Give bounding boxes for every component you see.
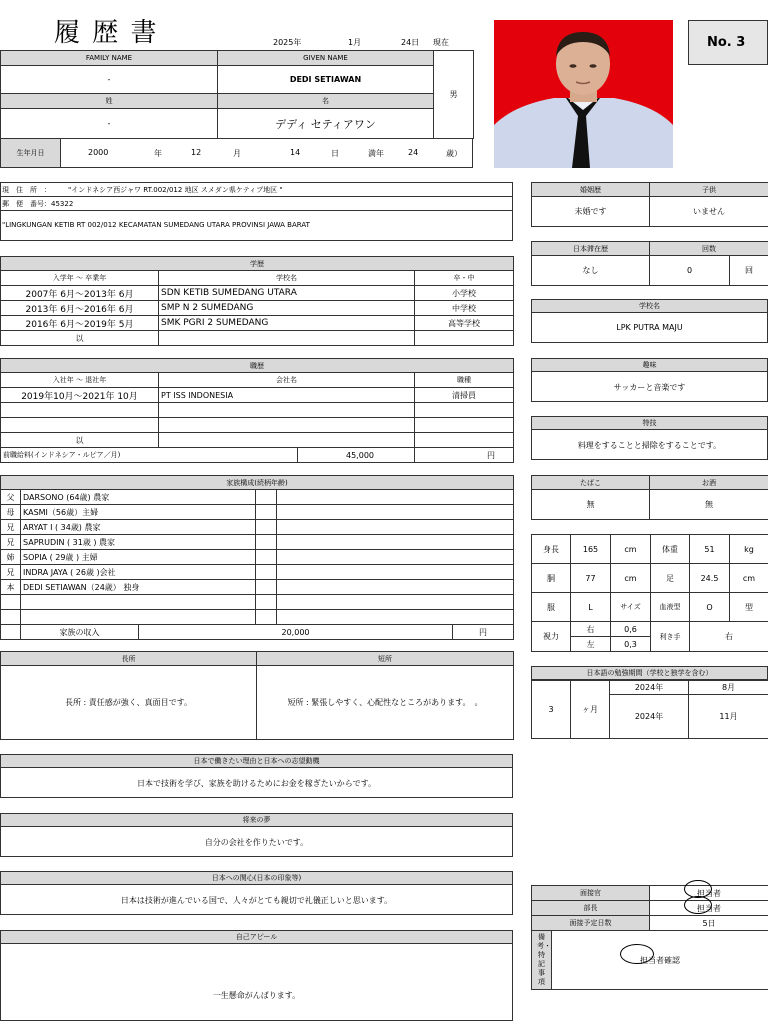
height-value: 165 <box>571 535 611 564</box>
table-row <box>1 316 514 331</box>
skill-header: 特技 <box>531 416 768 430</box>
vision-left-label: 左 <box>571 637 611 652</box>
japan-stay-table <box>531 241 768 286</box>
address-line3: "LINGKUNGAN KETIB RT 002/012 KECAMATAN SUMEDANG UTARA PROVINSI JAWA BARAT <box>2 221 310 229</box>
family-member: DEDI SETIAWAN（24歳） 独身 <box>21 580 256 595</box>
remark-value: 担当者確認 <box>552 931 768 990</box>
family-member: INDRA JAYA ( 26歳 )会社 <box>21 565 256 580</box>
weakness-text: 短所 : 緊張しやすく、心配性なところがあります。 。 <box>257 666 514 740</box>
education-status: 小学校 <box>415 286 514 301</box>
selfpr-header: 自己アピール <box>0 930 513 944</box>
birth-month: 12 <box>191 148 202 157</box>
kana-family-label: 姓 <box>1 94 218 109</box>
japanese-start-month: 8月 <box>689 681 768 695</box>
education-period: 2007年 6月～2013年 6月 <box>1 286 159 301</box>
strength-table <box>0 651 514 740</box>
japan-stay-label: 日本滞在歴 <box>532 242 650 256</box>
kana-given-label: 名 <box>218 94 434 109</box>
page-title: 履 歴 書 <box>54 18 159 48</box>
dominant-label: 利き手 <box>651 622 690 652</box>
school-header: 学校名 <box>531 299 768 313</box>
given-name-label: GIVEN NAME <box>218 51 434 66</box>
education-status: 高等学校 <box>415 316 514 331</box>
family-member: KASMI（56歳）主婦 <box>21 505 256 520</box>
school-value: LPK PUTRA MAJU <box>616 323 683 332</box>
education-period: 2013年 6月～2016年 6月 <box>1 301 159 316</box>
education-table <box>0 256 514 346</box>
list-item: 兄 SAPRUDIN ( 31歳 ) 農家 <box>1 535 514 550</box>
age-label: 満年 <box>368 149 384 158</box>
remark-label: 備考・特記事項 <box>532 931 552 990</box>
stamp-circle-3 <box>620 944 654 964</box>
education-school: SMP N 2 SUMEDANG <box>159 301 415 316</box>
dominant-value: 右 <box>690 622 768 652</box>
table-row <box>1 286 514 301</box>
count-value: 0 <box>650 256 730 286</box>
family-member: ARYAT I ( 34歳) 農家 <box>21 520 256 535</box>
list-item: 兄 ARYAT I ( 34歳) 農家 <box>1 520 514 535</box>
education-school: SMK PGRI 2 SUMEDANG <box>159 316 415 331</box>
size-unit: サイズ <box>611 593 651 622</box>
birth-year-unit: 年 <box>154 149 162 158</box>
height-unit: cm <box>611 535 651 564</box>
family-income-unit: 円 <box>453 625 514 640</box>
postal-code: 郵 便 番号：45322 <box>2 200 74 208</box>
japanese-months: 3 <box>532 681 571 739</box>
size-value: L <box>571 593 611 622</box>
japanese-end-month: 11月 <box>689 695 768 739</box>
alcohol-label: お酒 <box>650 476 768 490</box>
family-member: SAPRUDIN ( 31歳 ) 農家 <box>21 535 256 550</box>
birth-day: 14 <box>290 148 301 157</box>
education-period: 2016年 6月～2019年 5月 <box>1 316 159 331</box>
vision-left-value: 0,3 <box>611 637 651 652</box>
vision-table <box>531 621 768 652</box>
approval-table <box>531 885 768 990</box>
waist-value: 77 <box>571 564 611 593</box>
list-item: 兄 INDRA JAYA ( 26歳 )会社 <box>1 565 514 580</box>
person-silhouette-icon <box>494 20 673 168</box>
gender-value: 男 <box>434 51 474 139</box>
foot-unit: cm <box>730 564 768 593</box>
smoke-value: 無 <box>532 490 650 520</box>
table-row <box>1 388 514 403</box>
height-label: 身長 <box>532 535 571 564</box>
date-month: 1月 <box>348 38 362 47</box>
table-row <box>1 301 514 316</box>
waist-label: 胴 <box>532 564 571 593</box>
approval-row1-value: 担当者 <box>650 886 768 901</box>
list-item: 母 KASMI（56歳）主婦 <box>1 505 514 520</box>
applicant-photo <box>494 20 673 168</box>
blood-label: 血液型 <box>651 593 690 622</box>
weakness-header: 短所 <box>257 652 514 666</box>
japanese-end-year: 2024年 <box>610 695 689 739</box>
habit-table <box>531 475 768 520</box>
blood-unit: 型 <box>730 593 768 622</box>
birth-label: 生年月日 <box>0 138 61 168</box>
list-item: 本 DEDI SETIAWAN（24歳） 独身 <box>1 580 514 595</box>
waist-unit: cm <box>611 564 651 593</box>
work-header: 職歴 <box>1 359 514 373</box>
family-header: 家族構成(続柄年齢) <box>1 476 514 490</box>
work-job: 清掃員 <box>415 388 514 403</box>
family-income-label: 家族の収入 <box>21 625 139 640</box>
birth-month-unit: 月 <box>233 149 241 158</box>
family-name-label: FAMILY NAME <box>1 51 218 66</box>
marital-value: 未婚です <box>532 197 650 227</box>
birth-day-unit: 日 <box>331 149 339 158</box>
blood-value: O <box>690 593 730 622</box>
education-col-school: 学校名 <box>159 271 415 286</box>
weight-label: 体重 <box>651 535 690 564</box>
family-income-value: 20,000 <box>139 625 453 640</box>
number-label: No. 3 <box>707 35 746 50</box>
kana-given-value: デディ セティアワン <box>218 109 434 139</box>
address-line1-prefix: 現 住 所 ： <box>2 186 51 194</box>
japanese-table <box>531 680 768 739</box>
strength-text: 長所 : 責任感が強く、真面目です。 <box>1 666 257 740</box>
education-header: 学歴 <box>1 257 514 271</box>
salary-label: 前職給料(インドネシア・ルピア／月) <box>1 448 298 463</box>
selfpr-text: 一生懸命がんばります。 <box>212 991 301 1000</box>
work-col-company: 会社名 <box>159 373 415 388</box>
japanese-months-unit: ヶ月 <box>571 681 610 739</box>
work-company: PT ISS INDONESIA <box>159 388 415 403</box>
smoke-label: たばこ <box>532 476 650 490</box>
approval-row3-value: 5日 <box>650 916 768 931</box>
salary-unit: 円 <box>415 448 514 463</box>
motivation-text: 日本で技術を学び、家族を助けるためにお金を稼ぎたいからです。 <box>137 779 376 788</box>
vision-label: 視力 <box>532 622 571 652</box>
marital-table <box>531 182 768 227</box>
japanese-start-year: 2024年 <box>610 681 689 695</box>
marital-label: 婚姻歴 <box>532 183 650 197</box>
size-label: 服 <box>532 593 571 622</box>
stamp-circle-2 <box>684 896 712 914</box>
work-end-mark: 以 <box>1 433 159 448</box>
family-name-value: - <box>1 66 218 94</box>
education-end-mark: 以 <box>1 331 159 346</box>
date-year: 2025年 <box>273 38 302 47</box>
approval-row1-label: 面接官 <box>532 886 650 901</box>
plan-text: 自分の会社を作りたいです。 <box>204 838 309 847</box>
approval-row2-label: 部長 <box>532 901 650 916</box>
strength-header: 長所 <box>1 652 257 666</box>
japanese-header: 日本語の勉強期間（学校と独学を含む） <box>531 666 768 680</box>
work-col-job: 職種 <box>415 373 514 388</box>
salary-value: 45,000 <box>298 448 415 463</box>
education-school: SDN KETIB SUMEDANG UTARA <box>159 286 415 301</box>
birth-year: 2000 <box>88 148 109 157</box>
work-period: 2019年10月～2021年 10月 <box>1 388 159 403</box>
address-line1: "インドネシア西ジャワ RT.002/012 地区 スメダン県ケティブ地区 " <box>68 186 283 194</box>
plan-header: 将来の夢 <box>0 813 513 827</box>
date-day: 24日 <box>401 38 420 47</box>
family-member: DARSONO (64歳) 農家 <box>21 490 256 505</box>
foot-value: 24.5 <box>690 564 730 593</box>
japan-stay-value: なし <box>532 256 650 286</box>
vision-right-value: 0,6 <box>611 622 651 637</box>
hobby-value: サッカーと音楽です <box>613 383 686 392</box>
count-label: 回数 <box>650 242 768 256</box>
interest-header: 日本への関心(日本の印象等) <box>0 871 513 885</box>
children-value: いません <box>650 197 768 227</box>
list-item: 父 DARSONO (64歳) 農家 <box>1 490 514 505</box>
selfpr-box <box>0 943 513 1021</box>
skill-value: 料理をすることと掃除をすることです。 <box>577 441 722 450</box>
family-table <box>0 475 514 640</box>
weight-value: 51 <box>690 535 730 564</box>
weight-unit: kg <box>730 535 768 564</box>
education-status: 中学校 <box>415 301 514 316</box>
education-col-period: 入学年 ～ 卒業年 <box>1 271 159 286</box>
family-member: SOPIA ( 29歳 ) 主婦 <box>21 550 256 565</box>
hobby-header: 趣味 <box>531 358 768 372</box>
approval-row2-value: 担当者 <box>650 901 768 916</box>
name-table <box>0 50 474 139</box>
motivation-header: 日本で働きたい理由と日本への志望動機 <box>0 754 513 768</box>
count-unit: 回 <box>730 256 768 286</box>
work-table <box>0 358 514 463</box>
age-unit: 歳） <box>446 149 462 158</box>
work-col-period: 入社年 ～ 退社年 <box>1 373 159 388</box>
foot-label: 足 <box>651 564 690 593</box>
children-label: 子供 <box>650 183 768 197</box>
interest-text: 日本は技術が進んでいる国で、人々がとても親切で礼儀正しいと思います。 <box>120 896 393 905</box>
approval-row3-label: 面接予定日数 <box>532 916 650 931</box>
date-suffix: 現在 <box>433 38 449 47</box>
given-name-value: DEDI SETIAWAN <box>218 66 434 94</box>
vision-right-label: 右 <box>571 622 611 637</box>
list-item: 姉 SOPIA ( 29歳 ) 主婦 <box>1 550 514 565</box>
kana-family-value: - <box>1 109 218 139</box>
education-col-status: 卒・中 <box>415 271 514 286</box>
age-value: 24 <box>408 148 419 157</box>
alcohol-value: 無 <box>650 490 768 520</box>
body-table <box>531 534 768 622</box>
